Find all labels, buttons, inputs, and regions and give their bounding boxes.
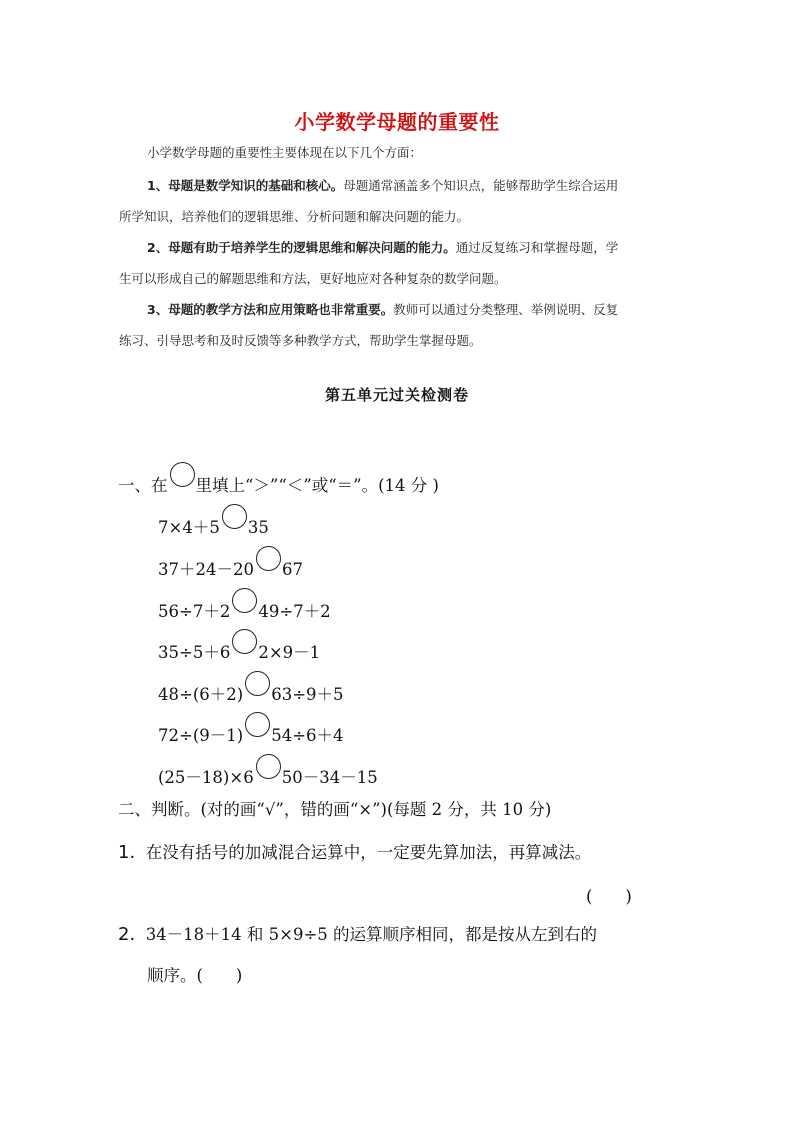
- compare-left: 7×4＋5: [158, 518, 220, 537]
- point-1-rest: 母题通常涵盖多个知识点，能够帮助学生综合运用: [343, 178, 619, 193]
- point-3-bold: 3、母题的教学方法和应用策略也非常重要。: [147, 302, 394, 317]
- part1-heading: [118, 470, 439, 496]
- answer-circle[interactable]: [232, 588, 257, 613]
- compare-item-2: [158, 554, 303, 580]
- answer-paren[interactable]: ( ): [586, 887, 632, 906]
- compare-left: 35÷5＋6: [158, 643, 231, 662]
- compare-right: 2×9－1: [258, 643, 321, 662]
- judge-question-2-cont[interactable]: 顺序。( ): [147, 966, 243, 985]
- question-text: 34－18＋14 和 5×9÷5 的运算顺序相同，都是按从左到右的: [145, 925, 598, 944]
- question-number: 1.: [118, 842, 136, 863]
- answer-circle[interactable]: [256, 754, 281, 779]
- point-3-rest: 教师可以通过分类整理、举例说明、反复: [393, 302, 619, 317]
- point-1-bold: 1、母题是数学知识的基础和核心。: [147, 178, 344, 193]
- compare-right: 35: [247, 518, 269, 537]
- compare-item-5: [158, 679, 344, 705]
- page-title: 小学数学母题的重要性: [294, 110, 500, 134]
- question-number: 2.: [118, 924, 136, 945]
- compare-left: 56÷7＋2: [158, 602, 231, 621]
- part1-heading-end: 里填上“＞”“＜”或“＝”。(14 分 ): [195, 476, 439, 495]
- point-2-line-1: [147, 240, 618, 256]
- point-2-rest: 通过反复练习和掌握母题，学: [455, 240, 619, 255]
- part1-heading-start: 一、在: [118, 476, 168, 495]
- question-text: 在没有括号的加减混合运算中，一定要先算加法，再算减法。: [145, 843, 592, 862]
- point-1-line-1: [147, 178, 618, 194]
- compare-right: 67: [282, 560, 303, 579]
- compare-left: 37＋24－20: [158, 560, 254, 579]
- compare-left: 48÷(6＋2): [158, 685, 244, 704]
- part2-heading: 二、判断。(对的画“√”，错的画“×”)(每题 2 分，共 10 分): [118, 800, 552, 819]
- point-3-line-1: [147, 302, 618, 318]
- compare-item-4: [158, 637, 320, 663]
- compare-item-1: [158, 512, 269, 538]
- answer-circle[interactable]: [245, 712, 270, 737]
- judge-question-2: [118, 925, 597, 945]
- point-1-line-2: 所学知识，培养他们的逻辑思维、分析问题和解决问题的能力。: [119, 209, 470, 224]
- compare-item-7: [158, 762, 378, 788]
- compare-item-3: [158, 596, 331, 622]
- point-2-bold: 2、母题有助于培养学生的逻辑思维和解决问题的能力。: [147, 240, 456, 255]
- answer-circle[interactable]: [222, 504, 247, 529]
- compare-right: 50－34－15: [281, 768, 378, 787]
- compare-right: 49÷7＋2: [258, 602, 331, 621]
- compare-left: (25－18)×6: [158, 768, 254, 787]
- compare-right: 63÷9＋5: [271, 685, 344, 704]
- answer-circle[interactable]: [232, 629, 257, 654]
- circle-icon: [170, 462, 195, 487]
- point-3-line-2: 练习、引导思考和及时反馈等多种教学方式，帮助学生掌握母题。: [119, 333, 482, 348]
- section-title: 第五单元过关检测卷: [324, 386, 469, 404]
- answer-circle[interactable]: [245, 671, 270, 696]
- answer-circle[interactable]: [256, 546, 281, 571]
- point-2-line-2: 生可以形成自己的解题思维和方法，更好地应对各种复杂的数学问题。: [119, 271, 507, 286]
- compare-item-6: [158, 720, 344, 746]
- intro-text: 小学数学母题的重要性主要体现在以下几个方面：: [147, 145, 423, 160]
- compare-left: 72÷(9－1): [158, 726, 244, 745]
- compare-right: 54÷6＋4: [271, 726, 344, 745]
- judge-question-1: [118, 843, 591, 863]
